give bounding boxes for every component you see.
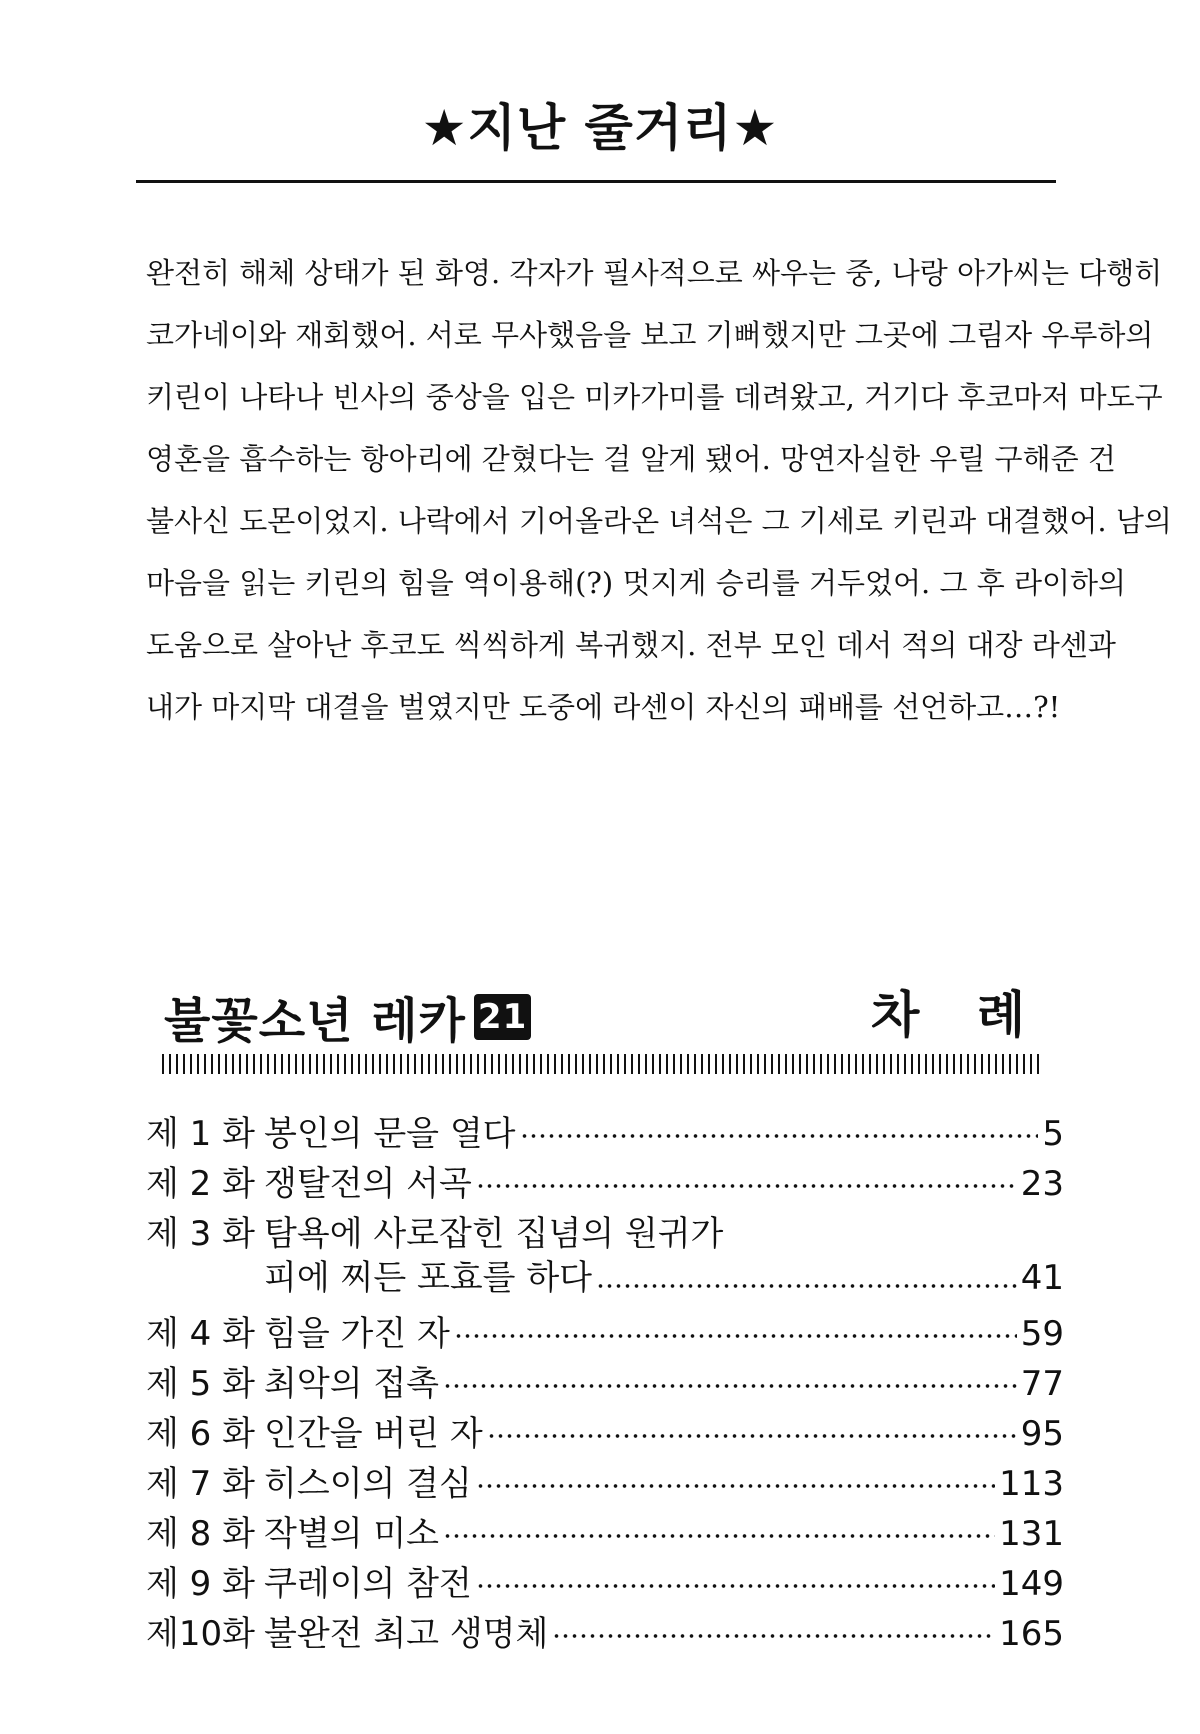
page-number: 77 [1020,1364,1064,1404]
toc-heading: 차 례 [870,986,1045,1044]
recap-summary [146,242,1172,738]
page-number: 131 [999,1514,1064,1554]
summary-line: 불사신 도몬이었지. 나락에서 기어올라온 녀석은 그 기세로 키린과 대결했어. 남의 [146,504,1172,538]
toc-entry [146,1456,1064,1506]
chapter-number: 제 5 화 [146,1364,255,1404]
page-number: 59 [1020,1314,1064,1354]
chapter-title: 힘을 가진 자 [264,1314,450,1354]
chapter-title: 인간을 버린 자 [264,1414,483,1454]
chapter-number: 제 7 화 [146,1464,255,1504]
summary-line: 완전히 해체 상태가 된 화영. 각자가 필사적으로 싸우는 중, 나랑 아가씨는 다행히 [146,256,1163,290]
chapter-title-line2: 피에 찌든 포효를 하다 [264,1258,593,1298]
dot-leader [443,1380,1017,1392]
chapter-number: 제 3 화 [146,1214,255,1254]
chapter-number: 제 6 화 [146,1414,255,1454]
toc-entry [146,1106,1064,1156]
page-number: 5 [1042,1114,1064,1154]
summary-line: 코가네이와 재회했어. 서로 무사했음을 보고 기뻐했지만 그곳에 그림자 우루하의 [146,318,1154,352]
page-number: 41 [1020,1258,1064,1298]
chapter-number: 제 1 화 [146,1114,255,1154]
dot-leader [552,1630,995,1642]
toc-entry [146,1406,1064,1456]
summary-line: 마음을 읽는 키린의 힘을 역이용해(?) 멋지게 승리를 거두었어. 그 후 라이하의 [146,566,1126,600]
chapter-title: 쟁탈전의 서곡 [264,1164,472,1204]
chapter-title: 작별의 미소 [264,1514,440,1554]
volume-badge: 21 [474,994,531,1040]
toc-entry [146,1206,1064,1254]
toc-entry [146,1606,1064,1656]
dot-leader [476,1480,995,1492]
book-title [164,982,531,1051]
chapter-number: 제 8 화 [146,1514,255,1554]
dot-leader [520,1130,1039,1142]
chapter-number: 제 4 화 [146,1314,255,1354]
chapter-number: 제 9 화 [146,1564,255,1604]
dot-leader [596,1280,1017,1292]
summary-line: 도움으로 살아난 후코도 씩씩하게 복귀했지. 전부 모인 데서 적의 대장 라센과 [146,628,1116,662]
summary-line: 영혼을 흡수하는 항아리에 갇혔다는 걸 알게 됐어. 망연자실한 우릴 구해준 건 [146,442,1116,476]
chapter-title: 최악의 접촉 [264,1364,440,1404]
page-number: 113 [999,1464,1064,1504]
toc-entry [146,1306,1064,1356]
dot-leader [476,1180,1017,1192]
table-of-contents [146,1106,1064,1656]
toc-entry [146,1556,1064,1606]
dot-leader [454,1330,1017,1342]
chapter-title: 쿠레이의 참전 [264,1564,472,1604]
page-number: 95 [1020,1414,1064,1454]
toc-entry-continuation [146,1250,1064,1306]
toc-entry [146,1506,1064,1556]
toc-entry [146,1356,1064,1406]
dot-leader [487,1430,1017,1442]
toc-divider [162,1054,1042,1074]
dot-leader [443,1530,995,1542]
summary-line: 키린이 나타나 빈사의 중상을 입은 미카가미를 데려왔고, 거기다 후코마저 마도구 [146,380,1163,414]
toc-entry [146,1156,1064,1206]
chapter-title: 히스이의 결심 [264,1464,472,1504]
page-number: 165 [999,1614,1064,1654]
dot-leader [476,1580,995,1592]
recap-title: ★지난 줄거리★ [421,99,779,157]
chapter-title: 봉인의 문을 열다 [264,1114,516,1154]
page-number: 149 [999,1564,1064,1604]
chapter-title: 탐욕에 사로잡힌 집념의 원귀가 [264,1214,724,1254]
recap-divider [136,180,1056,183]
book-title-text: 불꽃소년 레카 [164,993,466,1049]
chapter-number: 제10화 [146,1614,255,1654]
chapter-title: 불완전 최고 생명체 [264,1614,549,1654]
chapter-number: 제 2 화 [146,1164,255,1204]
page-number: 23 [1020,1164,1064,1204]
summary-line: 내가 마지막 대결을 벌였지만 도중에 라센이 자신의 패배를 선언하고…?! [146,690,1061,724]
